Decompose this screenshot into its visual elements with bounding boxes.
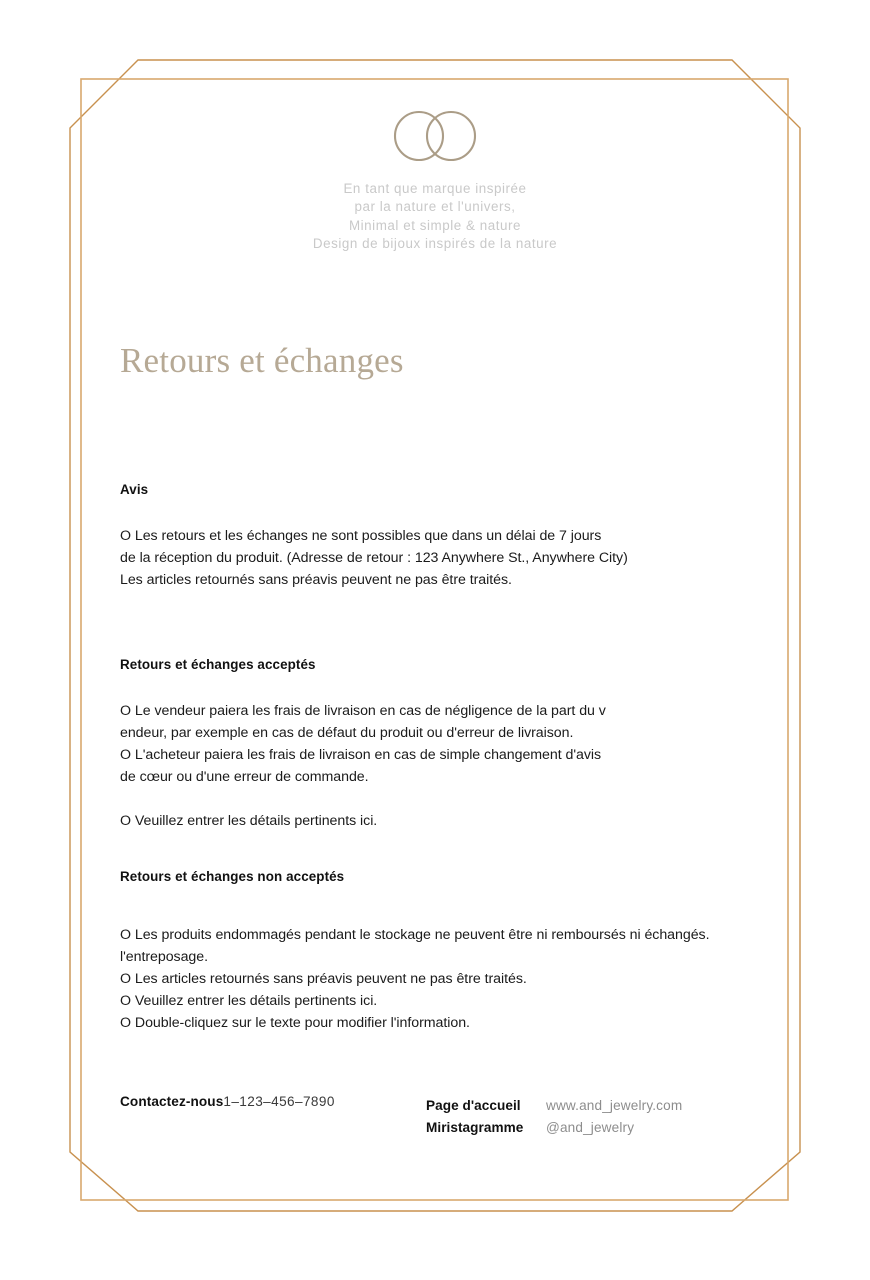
paragraph	[120, 810, 760, 832]
section-retours-acceptes	[120, 656, 760, 833]
paragraph-line: O Les articles retournés sans préavis peuvent ne pas être traités.	[120, 971, 527, 988]
section-retours-non-acceptes	[120, 868, 760, 1035]
homepage-url[interactable]: www.and_jewelry.com	[546, 1098, 683, 1113]
tagline-line-4: Design de bijoux inspirés de la nature	[312, 235, 558, 251]
document-body	[120, 481, 760, 1035]
page-title: Retours et échanges	[120, 341, 404, 381]
tagline-line-1: En tant que marque inspirée	[343, 181, 527, 196]
homepage-label: Page d'accueil	[426, 1098, 521, 1113]
tagline-line-2: par la nature et l'univers,	[354, 199, 516, 215]
footer-row-instagram	[426, 1120, 682, 1142]
section-heading-retours-acceptes: Retours et échanges acceptés	[120, 656, 316, 672]
contact-phone[interactable]: 1–123–456–7890	[223, 1094, 335, 1109]
tagline-line-3: Minimal et simple & nature	[348, 217, 522, 233]
paragraph	[120, 525, 760, 592]
paragraph-line: endeur, par exemple en cas de défaut du produit ou d'erreur de livraison.	[120, 724, 574, 741]
paragraph-line: O Le vendeur paiera les frais de livraison en cas de négligence de la part du v	[120, 702, 606, 719]
brand-header	[0, 108, 870, 253]
spacer	[120, 674, 760, 700]
paragraph-line: O Les retours et les échanges ne sont possibles que dans un délai de 7 jours	[120, 528, 602, 544]
spacer	[120, 833, 760, 868]
spacer	[120, 592, 760, 656]
paragraph-line: O Veuillez entrer les détails pertinents ici.	[120, 993, 378, 1010]
footer-row-homepage	[426, 1098, 682, 1120]
paragraph-line: Les articles retournés sans préavis peuvent ne pas être traités.	[120, 572, 512, 589]
paragraph-line: O L'acheteur paiera les frais de livraison en cas de simple changement d'avis	[120, 747, 602, 764]
paragraph-line: O Les produits endommagés pendant le stockage ne peuvent être ni remboursés ni échangés.	[120, 926, 710, 943]
spacer	[120, 499, 760, 525]
paragraph-line: de la réception du produit. (Adresse de retour : 123 Anywhere St., Anywhere City)	[120, 550, 628, 567]
two-interlocking-rings-logo-icon	[387, 108, 483, 164]
instagram-label: Miristagramme	[426, 1120, 524, 1135]
footer-links-block	[426, 1098, 682, 1142]
section-heading-retours-non-acceptes: Retours et échanges non acceptés	[120, 868, 345, 884]
paragraph	[120, 924, 760, 1035]
paragraph-line: de cœur ou d'une erreur de commande.	[120, 769, 369, 786]
paragraph-line: l'entreposage.	[120, 948, 208, 965]
footer-contact-block	[120, 1094, 335, 1109]
paragraph-line: O Veuillez entrer les détails pertinents ici.	[120, 813, 378, 830]
section-avis	[120, 481, 760, 592]
paragraph-line: O Double-cliquez sur le texte pour modifier l'information.	[120, 1015, 470, 1032]
instagram-handle[interactable]: @and_jewelry	[546, 1120, 635, 1135]
spacer	[120, 788, 760, 810]
brand-tagline	[0, 180, 870, 253]
paragraph	[120, 700, 760, 789]
spacer	[120, 886, 760, 924]
section-heading-avis: Avis	[120, 482, 149, 497]
contact-label: Contactez-nous	[120, 1094, 224, 1109]
